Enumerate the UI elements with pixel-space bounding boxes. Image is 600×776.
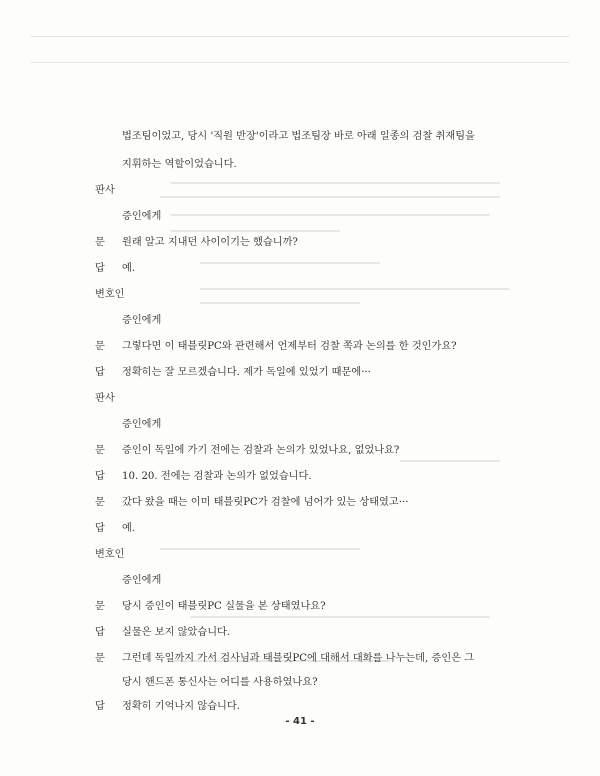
line-text: 증인에게 bbox=[122, 575, 162, 586]
line-text: 증인에게 bbox=[122, 315, 162, 326]
line-text: 정확히는 잘 모르겠습니다. 제가 독일에 있었기 때문에··· bbox=[122, 367, 371, 378]
bleed-through-line bbox=[170, 214, 490, 216]
answer-marker: 답 bbox=[95, 367, 105, 378]
answer-marker: 답 bbox=[95, 701, 105, 712]
line-text: 실물은 보지 않았습니다. bbox=[122, 627, 231, 638]
speaker-label: 변호인 bbox=[95, 549, 125, 560]
question-marker: 문 bbox=[95, 237, 105, 248]
line-text: 10. 20. 전에는 검찰과 논의가 없었습니다. bbox=[122, 471, 312, 482]
bleed-through-line bbox=[200, 302, 360, 304]
line-text: 지휘하는 역할이었습니다. bbox=[122, 159, 237, 170]
speaker-label: 판사 bbox=[95, 185, 115, 196]
bleed-through-line bbox=[30, 36, 570, 37]
speaker-label: 판사 bbox=[95, 393, 115, 404]
question-marker: 문 bbox=[95, 601, 105, 612]
line-text: 증인이 독일에 가기 전에는 검찰과 논의가 있었나요, 없었나요? bbox=[122, 445, 400, 456]
line-text: 그런데 독일까지 가서 검사님과 태블릿PC에 대해서 대화를 나누는데, 증인은 그 bbox=[122, 653, 475, 664]
line-text: 증인에게 bbox=[122, 419, 162, 430]
question-marker: 문 bbox=[95, 445, 105, 456]
line-text: 그렇다면 이 태블릿PC와 관련해서 언제부터 검찰 쪽과 논의를 한 것인가요? bbox=[122, 341, 457, 352]
line-text: 예. bbox=[122, 263, 136, 274]
bleed-through-line bbox=[190, 616, 490, 618]
question-marker: 문 bbox=[95, 497, 105, 508]
line-text: 증인에게 bbox=[122, 211, 162, 222]
bleed-through-line bbox=[30, 62, 570, 63]
line-text: 법조팀이었고, 당시 '직원 반장'이라고 법조팀장 바로 아래 일종의 검찰 취재팀을 bbox=[122, 131, 475, 142]
line-text: 원래 알고 지내던 사이이기는 했습니까? bbox=[122, 237, 298, 248]
bleed-through-line bbox=[170, 182, 500, 184]
answer-marker: 답 bbox=[95, 471, 105, 482]
line-text: 당시 증인이 태블릿PC 실물을 본 상태였나요? bbox=[122, 601, 326, 612]
question-marker: 문 bbox=[95, 341, 105, 352]
answer-marker: 답 bbox=[95, 627, 105, 638]
speaker-label: 변호인 bbox=[95, 289, 125, 300]
line-text: 갔다 왔을 때는 이미 태블릿PC가 검찰에 넘어가 있는 상태였고··· bbox=[122, 497, 409, 508]
question-marker: 문 bbox=[95, 653, 105, 664]
line-text: 당시 핸드폰 통신사는 어디를 사용하였나요? bbox=[122, 677, 318, 688]
answer-marker: 답 bbox=[95, 263, 105, 274]
bleed-through-line bbox=[160, 196, 500, 198]
bleed-through-line bbox=[200, 288, 510, 290]
bleed-through-line bbox=[200, 262, 380, 264]
bleed-through-line bbox=[400, 460, 500, 462]
line-text: 예. bbox=[122, 523, 136, 534]
answer-marker: 답 bbox=[95, 523, 105, 534]
line-text: 정확히 기억나지 않습니다. bbox=[122, 701, 240, 712]
bleed-through-line bbox=[170, 230, 340, 232]
bleed-through-line bbox=[160, 548, 360, 550]
page-number: - 41 - bbox=[285, 716, 315, 727]
